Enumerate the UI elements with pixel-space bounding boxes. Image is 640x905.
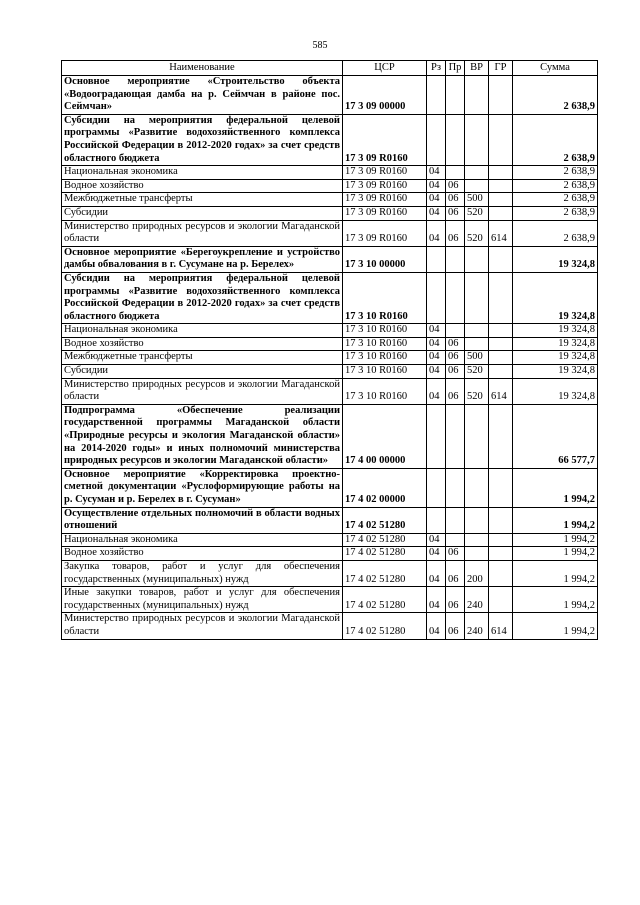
cell-sum: 19 324,8 — [513, 351, 598, 365]
cell-name: Министерство природных ресурсов и экологии Магаданской области — [62, 613, 343, 639]
cell-vr — [465, 76, 489, 115]
cell-gr — [489, 468, 513, 507]
cell-vr — [465, 468, 489, 507]
cell-pr: 06 — [446, 220, 465, 246]
table-row — [62, 547, 598, 561]
cell-pr: 06 — [446, 613, 465, 639]
cell-sum: 19 324,8 — [513, 246, 598, 272]
cell-rz: 04 — [427, 193, 446, 207]
cell-gr — [489, 166, 513, 180]
cell-vr: 520 — [465, 206, 489, 220]
cell-pr: 06 — [446, 547, 465, 561]
cell-vr — [465, 246, 489, 272]
cell-vr — [465, 179, 489, 193]
cell-rz: 04 — [427, 587, 446, 613]
table-row — [62, 533, 598, 547]
table-row — [62, 272, 598, 323]
cell-name: Межбюджетные трансферты — [62, 193, 343, 207]
cell-csr: 17 3 09 R0160 — [343, 206, 427, 220]
cell-sum: 1 994,2 — [513, 507, 598, 533]
cell-pr: 06 — [446, 365, 465, 379]
table-row — [62, 337, 598, 351]
cell-sum: 2 638,9 — [513, 166, 598, 180]
cell-csr: 17 3 10 R0160 — [343, 378, 427, 404]
cell-gr — [489, 533, 513, 547]
cell-vr: 240 — [465, 613, 489, 639]
cell-vr — [465, 114, 489, 165]
cell-gr — [489, 246, 513, 272]
cell-vr — [465, 404, 489, 468]
table-row — [62, 365, 598, 379]
cell-gr — [489, 404, 513, 468]
cell-name: Министерство природных ресурсов и экологии Магаданской области — [62, 220, 343, 246]
cell-csr: 17 3 10 R0160 — [343, 324, 427, 338]
cell-rz — [427, 272, 446, 323]
cell-pr — [446, 324, 465, 338]
cell-pr — [446, 507, 465, 533]
cell-name: Межбюджетные трансферты — [62, 351, 343, 365]
cell-vr: 520 — [465, 378, 489, 404]
table-row — [62, 76, 598, 115]
cell-vr — [465, 533, 489, 547]
cell-name: Водное хозяйство — [62, 179, 343, 193]
header-csr: ЦСР — [343, 61, 427, 76]
cell-rz: 04 — [427, 365, 446, 379]
table-row — [62, 193, 598, 207]
cell-csr: 17 3 09 R0160 — [343, 193, 427, 207]
cell-gr: 614 — [489, 220, 513, 246]
table-row — [62, 560, 598, 586]
cell-vr — [465, 166, 489, 180]
cell-gr — [489, 206, 513, 220]
cell-gr — [489, 507, 513, 533]
cell-vr: 200 — [465, 560, 489, 586]
cell-name: Осуществление отдельных полномочий в области водных отношений — [62, 507, 343, 533]
table-row — [62, 220, 598, 246]
cell-pr: 06 — [446, 193, 465, 207]
cell-csr: 17 4 02 51280 — [343, 560, 427, 586]
cell-name: Министерство природных ресурсов и экологии Магаданской области — [62, 378, 343, 404]
table-row — [62, 166, 598, 180]
cell-csr: 17 3 10 R0160 — [343, 365, 427, 379]
cell-rz — [427, 114, 446, 165]
cell-gr — [489, 193, 513, 207]
cell-gr — [489, 179, 513, 193]
cell-sum: 19 324,8 — [513, 324, 598, 338]
cell-rz: 04 — [427, 560, 446, 586]
page-number: 585 — [312, 40, 328, 51]
cell-name: Закупка товаров, работ и услуг для обеспечения государственных (муниципальных) нужд — [62, 560, 343, 586]
cell-pr: 06 — [446, 206, 465, 220]
cell-name: Основное мероприятие «Берегоукрепление и устройство дамбы обвалования в г. Сусумане на р. Берелех» — [62, 246, 343, 272]
cell-rz: 04 — [427, 547, 446, 561]
cell-sum: 19 324,8 — [513, 337, 598, 351]
cell-sum: 19 324,8 — [513, 272, 598, 323]
cell-vr: 240 — [465, 587, 489, 613]
cell-vr: 520 — [465, 365, 489, 379]
cell-csr: 17 4 02 51280 — [343, 507, 427, 533]
cell-name: Субсидии — [62, 206, 343, 220]
cell-csr: 17 3 10 00000 — [343, 246, 427, 272]
table-header-row — [62, 61, 598, 76]
cell-rz: 04 — [427, 324, 446, 338]
cell-rz: 04 — [427, 351, 446, 365]
cell-sum: 1 994,2 — [513, 533, 598, 547]
header-gr: ГР — [489, 61, 513, 76]
table-row — [62, 246, 598, 272]
cell-name: Субсидии — [62, 365, 343, 379]
cell-sum: 2 638,9 — [513, 76, 598, 115]
header-vr: ВР — [465, 61, 489, 76]
cell-rz — [427, 404, 446, 468]
cell-name: Национальная экономика — [62, 166, 343, 180]
cell-rz — [427, 468, 446, 507]
cell-rz: 04 — [427, 166, 446, 180]
cell-rz: 04 — [427, 613, 446, 639]
cell-rz: 04 — [427, 533, 446, 547]
table-row — [62, 468, 598, 507]
cell-name: Субсидии на мероприятия федеральной целевой программы «Развитие водохозяйственного комплекса Российской Федерации в 2012-2020 годах» за счет средств областного бюджета — [62, 272, 343, 323]
cell-csr: 17 4 02 00000 — [343, 468, 427, 507]
cell-sum: 1 994,2 — [513, 587, 598, 613]
cell-name: Иные закупки товаров, работ и услуг для обеспечения государственных (муниципальных) нужд — [62, 587, 343, 613]
table-row — [62, 587, 598, 613]
cell-name: Национальная экономика — [62, 324, 343, 338]
cell-name: Национальная экономика — [62, 533, 343, 547]
table-row — [62, 507, 598, 533]
cell-csr: 17 4 02 51280 — [343, 547, 427, 561]
header-name: Наименование — [62, 61, 343, 76]
cell-rz: 04 — [427, 179, 446, 193]
cell-rz: 04 — [427, 378, 446, 404]
cell-pr — [446, 76, 465, 115]
cell-csr: 17 3 09 R0160 — [343, 166, 427, 180]
cell-csr: 17 4 02 51280 — [343, 533, 427, 547]
table-body — [62, 76, 598, 640]
cell-sum: 1 994,2 — [513, 613, 598, 639]
cell-pr: 06 — [446, 179, 465, 193]
cell-csr: 17 3 10 R0160 — [343, 337, 427, 351]
cell-pr — [446, 533, 465, 547]
cell-sum: 1 994,2 — [513, 468, 598, 507]
cell-gr: 614 — [489, 378, 513, 404]
cell-pr: 06 — [446, 587, 465, 613]
table-row — [62, 378, 598, 404]
cell-pr — [446, 468, 465, 507]
cell-gr — [489, 587, 513, 613]
cell-sum: 2 638,9 — [513, 114, 598, 165]
table-row — [62, 206, 598, 220]
cell-pr: 06 — [446, 351, 465, 365]
cell-name: Субсидии на мероприятия федеральной целевой программы «Развитие водохозяйственного комплекса Российской Федерации в 2012-2020 годах» за счет средств областного бюджета — [62, 114, 343, 165]
cell-vr — [465, 324, 489, 338]
cell-vr: 520 — [465, 220, 489, 246]
cell-name: Основное мероприятие «Строительство объекта «Водооградающая дамба на р. Сеймчан в районе пос. Сеймчан» — [62, 76, 343, 115]
cell-sum: 19 324,8 — [513, 365, 598, 379]
cell-csr: 17 3 09 R0160 — [343, 114, 427, 165]
header-rz: Рз — [427, 61, 446, 76]
table-row — [62, 179, 598, 193]
cell-pr: 06 — [446, 378, 465, 404]
cell-pr: 06 — [446, 560, 465, 586]
cell-gr — [489, 324, 513, 338]
cell-rz: 04 — [427, 337, 446, 351]
cell-sum: 1 994,2 — [513, 547, 598, 561]
header-sum: Сумма — [513, 61, 598, 76]
cell-gr — [489, 547, 513, 561]
cell-csr: 17 3 10 R0160 — [343, 272, 427, 323]
header-pr: Пр — [446, 61, 465, 76]
cell-rz — [427, 507, 446, 533]
cell-name: Основное мероприятие «Корректировка проектно-сметной документации «Руслоформирующие работы на р. Сусуман и р. Берелех в г. Сусуман» — [62, 468, 343, 507]
cell-gr — [489, 114, 513, 165]
cell-sum: 1 994,2 — [513, 560, 598, 586]
cell-pr — [446, 166, 465, 180]
cell-csr: 17 3 09 00000 — [343, 76, 427, 115]
cell-csr: 17 4 02 51280 — [343, 587, 427, 613]
cell-pr — [446, 272, 465, 323]
cell-name: Подпрограмма «Обеспечение реализации государственной программы Магаданской области «Природные ресурсы и экология Магаданской области» на 2014-2020 годы» и иных полномочий министерства природных ресурсов и экологии Магаданской области» — [62, 404, 343, 468]
cell-sum: 2 638,9 — [513, 220, 598, 246]
cell-vr — [465, 507, 489, 533]
cell-vr — [465, 272, 489, 323]
cell-csr: 17 3 10 R0160 — [343, 351, 427, 365]
cell-pr — [446, 404, 465, 468]
cell-sum: 66 577,7 — [513, 404, 598, 468]
cell-rz — [427, 246, 446, 272]
cell-pr — [446, 246, 465, 272]
cell-vr: 500 — [465, 193, 489, 207]
cell-gr — [489, 337, 513, 351]
cell-sum: 2 638,9 — [513, 179, 598, 193]
cell-csr: 17 4 02 51280 — [343, 613, 427, 639]
cell-pr — [446, 114, 465, 165]
table-row — [62, 404, 598, 468]
cell-gr: 614 — [489, 613, 513, 639]
cell-sum: 2 638,9 — [513, 193, 598, 207]
cell-pr: 06 — [446, 337, 465, 351]
table-row — [62, 324, 598, 338]
cell-rz — [427, 76, 446, 115]
cell-sum: 19 324,8 — [513, 378, 598, 404]
budget-table — [61, 60, 598, 640]
cell-name: Водное хозяйство — [62, 337, 343, 351]
cell-vr: 500 — [465, 351, 489, 365]
cell-csr: 17 3 09 R0160 — [343, 220, 427, 246]
cell-gr — [489, 272, 513, 323]
table-row — [62, 114, 598, 165]
table-row — [62, 351, 598, 365]
cell-gr — [489, 76, 513, 115]
cell-vr — [465, 337, 489, 351]
cell-vr — [465, 547, 489, 561]
table-row — [62, 613, 598, 639]
cell-csr: 17 3 09 R0160 — [343, 179, 427, 193]
cell-rz: 04 — [427, 220, 446, 246]
cell-gr — [489, 351, 513, 365]
cell-name: Водное хозяйство — [62, 547, 343, 561]
cell-rz: 04 — [427, 206, 446, 220]
cell-csr: 17 4 00 00000 — [343, 404, 427, 468]
cell-gr — [489, 365, 513, 379]
cell-gr — [489, 560, 513, 586]
cell-sum: 2 638,9 — [513, 206, 598, 220]
